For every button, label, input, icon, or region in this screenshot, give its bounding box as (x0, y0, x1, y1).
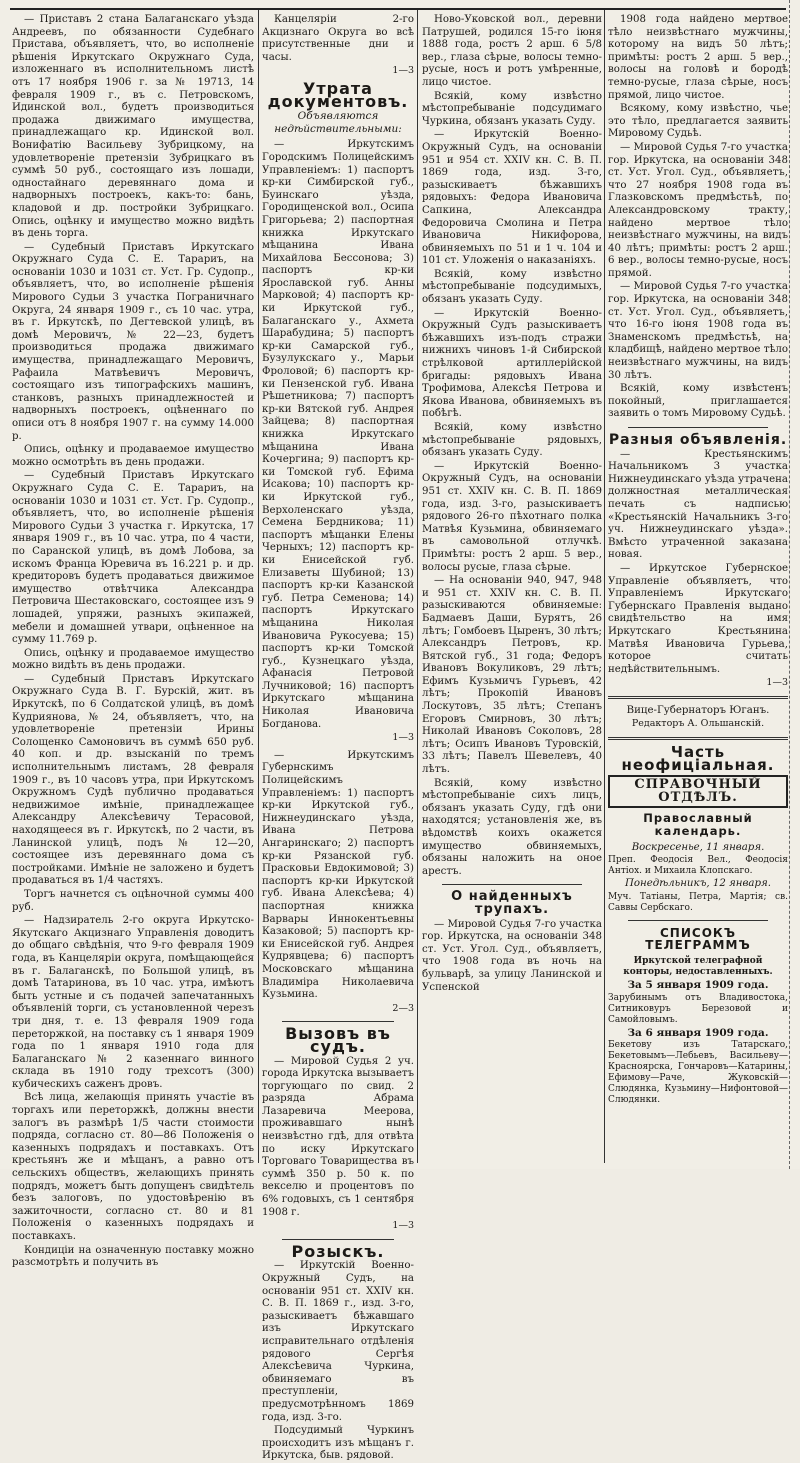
column-1-court-notices (12, 14, 254, 1269)
notice-paragraph: — Судебный Приставъ Иркутскаго Окружнаго Суда С. Е. Тарариъ, на основаніи 1030 и 1031 ст. Уст. Гр. Судопр., объявляетъ, что, во исполненіе рѣшенія Мирового Судьи 3 участка Пограничнаго Округа, 24 января 1909 г., съ 10 час. утра, въ г. Иркутскѣ, по Дегтевской улицѣ, въ домѣ Меровичъ, № 22—23, будетъ производиться продажа движимаго имущества, принадлежащаго Меровичъ, Рафаила Матвѣевичъ Меровичъ, состоящаго изъ типографскихъ машинъ, станковъ, разныхъ принадлежностей и надворныхъ построекъ, оцѣненнаго по описи отъ 8 ноября 1907 г. на сумму 14.000 р. (12, 241, 254, 442)
column-2-notices (262, 14, 414, 1462)
issue-number: 1—3 (392, 732, 414, 744)
section-title-found-bodies: О найденныхъ трупахъ. (451, 889, 573, 917)
issue-number: 1—3 (392, 1220, 414, 1232)
issue-number: 2—3 (392, 1002, 414, 1014)
notice-paragraph: Всякому, кому извѣстно, чье это тѣло, предлагается заявить Мировому Судьѣ. (608, 103, 788, 140)
calendar-saints: Преп. Феодосія Вел., Феодосія Антіох. и Михаила Клопскаго. (608, 855, 788, 877)
issue-number: 1—3 (766, 677, 788, 689)
calendar-day: Воскресенье, 11 января. (631, 841, 765, 853)
double-divider (608, 737, 788, 740)
section-subtitle: Объявляются недѣйствительными: (274, 110, 402, 135)
notice-paragraph: — Иркутскій Военно-Окружный Судъ разыскиваетъ бѣжавшихъ изъ-подъ стражи нижнихъ чиновъ 1-й Сибирской стрѣлковой артиллерійской бригады: рядовыхъ Ивана Трофимова, Алексѣя Петрова и Якова Иванова, обвиняемыхъ въ побѣгѣ. (422, 307, 602, 420)
issue-number: 1—3 (392, 65, 414, 77)
notice-paragraph: — Крестьянскимъ Начальникомъ 3 участка Нижнеудинскаго уѣзда утрачена должностная металлическая печать съ надписью «Крестьянскій Начальникъ 3-го уч. Нижнеудинскаго уѣзда». Вмѣсто утраченной заказана новая. (608, 448, 788, 561)
top-rule (10, 8, 786, 10)
notice-paragraph: — Надзиратель 2-го округа Иркутско-Якутскаго Акцизнаго Управленія доводитъ до общаго свѣдѣнія, что 9-го февраля 1909 года, въ Канцеляріи округа, помѣщающейся въ г. Балаганскѣ, по Большой улицѣ, въ домѣ Татаринова, въ 10 час. утра, имѣютъ быть устные и съ подачей запечатанныхъ объявленій торги, съ установленной черезъ три дня, т. е. 13 февраля 1909 года переторжкой, на поставку съ 1 января 1909 года по 1 января 1910 года для Балаганскаго № 2 казеннаго винного склада въ 1910 году трехсотъ (300) кубическихъ саженъ дровъ. (12, 915, 254, 1090)
calendar-day: Понедѣльникъ, 12 января. (624, 878, 772, 890)
divider (628, 427, 768, 428)
section-title-lost-documents: Утрата документовъ. (267, 78, 409, 111)
telegrams-subtitle: Иркутской телеграфной конторы, недоставленныхъ. (623, 956, 773, 977)
notice-paragraph: Торгъ начнется съ оцѣночной суммы 400 руб. (12, 888, 254, 913)
double-divider (608, 696, 788, 699)
notice-paragraph: Всякій, кому извѣстенъ покойный, приглашается заявить о томъ Мировому Судьѣ. (608, 383, 788, 420)
section-title-summons: Вызовъ въ судъ. (285, 1024, 391, 1056)
notice-paragraph: Ново-Уковской вол., деревни Патрушей, родился 15-го іюня 1888 года, ростъ 2 арш. 6 5/8 вер., глаза сѣрые, волосы темно-русые, носъ и ротъ умѣренные, лицо чистое. (422, 14, 602, 88)
notice-paragraph: — Мировой Судья 7-го участка гор. Иркутска, на основаніи 348 ст. Уст. Угол. Суд., объявляетъ, что 16-го іюня 1908 года въ Знаменскомъ предмѣстьѣ, на кладбищѣ, найдено мертвое тѣло неизвѣстнаго мужчины, на видъ 30 лѣтъ. (608, 281, 788, 381)
notice-paragraph: Всякій, кому извѣстно мѣстопребываніе подсудимаго Чуркина, обязанъ указать Суду. (422, 90, 602, 127)
notice-paragraph: Всѣ лица, желающія принять участіе въ торгахъ или переторжкѣ, должны внести залогъ въ размѣрѣ 1/5 части стоимости подряда, согласно ст. 80—86 Положенія о казенныхъ подрядахъ и поставкахъ. Отъ крестьянъ же и мѣщанъ, а равно отъ сельскихъ обществъ, желающихъ принять подрядъ, можетъ быть допущенъ свидѣтель безъ залоговъ, по удостовѣренію въ зажиточности, согласно ст. 80 и 81 Положенія о казенныхъ подрядахъ и поставкахъ. (12, 1092, 254, 1242)
notice-paragraph: Опись, оцѣнку и продаваемое имущество можно видѣть въ день продажи. (12, 647, 254, 672)
notice-paragraph: — Иркутскимъ Губернскимъ Полицейскимъ Управленіемъ: 1) паспортъ кр-ки Иркутской губ., Нижнеудинскаго уѣзда, Ивана Петрова Ангаринскаго; 2) паспортъ кр-ки Рязанской губ. Прасковьи Евдокимовой; 3) паспортъ кр-ки Иркутской губ. Ивана Алексѣева; 4) паспортная книжка Варвары Иннокентьевны Казаковой; 5) паспортъ кр-ки Енисейской губ. Андрея Кудрявцева; 6) паспортъ Московскаго мѣщанина Владиміра Николаевича Кузьмина. (262, 749, 414, 1001)
divider (282, 1021, 394, 1022)
notice-paragraph: 1908 года найдено мертвое тѣло неизвѣстнаго мужчины, которому на видъ 50 лѣтъ; примѣты: ростъ 2 арш. 5 вер., волосы на головѣ и бородѣ темно-русые, глаза сѣрые, носъ прямой, лицо чистое. (608, 14, 788, 101)
notice-paragraph: — Судебный Приставъ Иркутскаго Окружнаго Суда В. Г. Бурскій, жит. въ Иркутскѣ, по 6 Солдатской улицѣ, въ домѣ Кудриянова, № 24, объявляетъ, что, на удовлетвореніе претензіи Ирины Солощенко Самоновичъ въ суммѣ 650 руб. 40 коп. и др. взысканій по тремъ исполнительнымъ листамъ, 28 февраля 1909 г., въ 10 часовъ утра, при Иркутскомъ Окружномъ Судѣ публично продаваться недвижимое имѣніе, принадлежащее Александру Алексѣевичу Терасовой, находящееся въ г. Иркутскѣ, по 2 части, въ Ланинской улицѣ, подъ № 12—20, состоящее изъ деревяннаго дома съ постройками. Имѣніе не заложено и будетъ продаваться въ 1/4 частяхъ. (12, 673, 254, 887)
notice-paragraph: Всякій, кому извѣстно мѣстопребываніе сихъ лицъ, обязанъ указать Суду, гдѣ они находятся; установленія же, въ вѣдомствѣ коихъ окажется имущество обвиняемыхъ, обязаны наложить на оное арестъ. (422, 777, 602, 877)
telegrams-title: СПИСОКЪ ТЕЛЕГРАММЪ (645, 925, 751, 953)
notice-paragraph: Опись, оцѣнку и продаваемое имущество можно осмотрѣть въ день продажи. (12, 444, 254, 468)
telegrams-date: За 5 января 1909 года. (627, 979, 769, 991)
notice-paragraph: — Мировой Судья 7-го участка гор. Иркутска, на основаніи 348 ст. Уст. Угол. Суд., объявляетъ, что 1908 года въ ночь на бульварѣ, за улицу Ланинской и Успенской (422, 918, 602, 993)
divider (282, 1239, 394, 1240)
notice-paragraph: Всякій, кому извѣстно мѣстопребываніе подсудимыхъ, обязанъ указать Суду. (422, 268, 602, 306)
notice-paragraph: Канцеляріи 2-го Акцизнаго Округа во всѣ присутственные дни и часы. (262, 14, 414, 63)
notice-paragraph: — Приставъ 2 стана Балаганскаго уѣзда Андреевъ, по обязанности Судебнаго Пристава, объявляетъ, что, во исполненіе рѣшенія Иркутскаго Окружнаго Суда, изложеннаго въ исполнительномъ листѣ отъ 17 ноября 1906 г. за № 19713, 14 февраля 1909 г., въ с. Петровскомъ, Идинской вол., будетъ производиться продажа движимаго имущества, принадлежащаго кр. Идинской вол. Вонифатію Васильеву Зубрицкому, на удовлетвореніе претензіи Зубрицкаго въ суммѣ 50 руб., состоящаго изъ лошади, одностайнаго деревяннаго дома и надворныхъ построекъ, какъ-то: бань, кладовой и др. постройки Зубрицкаго. Опись, оцѣнку и имущество можно видѣть въ день торга. (12, 14, 254, 240)
section-title-unofficial-part: Часть неофиціальная. (621, 743, 775, 774)
divider (442, 884, 582, 885)
notice-paragraph: — Иркутскимъ Городскимъ Полицейскимъ Управленіемъ: 1) паспортъ кр-ки Симбирской губ., Буинскаго уѣзда, Городищенской вол., Осипа Григорьева; 2) паспортная книжка Иркутскаго мѣщанина Ивана Михайлова Бессонова; 3) паспортъ кр-ки Ярославской губ. Анны Марковой; 4) паспортъ кр-ки Иркутской губ., Балаганскаго у., Ахмета Шарабудина; 5) паспортъ кр-ки Самарской губ., Бузулукскаго у., Марьи Фроловой; 6) паспортъ кр-ки Пензенской губ. Ивана Рѣшетникова; 7) паспортъ кр-ки Вятской губ. Андрея Зайцева; 8) паспортная книжка Иркутскаго мѣщанина Ивана Кочергина; 9) паспортъ кр-ки Томской губ. Ефима Исакова; 10) паспортъ кр-ки Иркутской губ., Верхоленскаго уѣзда, Семена Бердникова; 11) паспортъ мѣщанки Елены Черныхъ; 12) паспортъ кр-ки Енисейской губ. Елизаветы Шубиной; 13) паспортъ кр-ки Казанской губ. Петра Семенова; 14) паспортъ Иркутскаго мѣщанина Николая Ивановича Рукосуева; 15) паспортъ кр-ки Томской губ., Кузнецкаго уѣзда, Афанасія Петровой Лучниковой; 16) паспортъ Иркутскаго мѣщанина Николая Ивановича Богданова. (262, 139, 414, 730)
notice-paragraph: — Мировой Судья 7-го участка гор. Иркутска, на основаніи 348 ст. Уст. Угол. Суд., объявляетъ, что 27 ноября 1908 года въ Глазковскомъ предмѣстьѣ, по Александровскому тракту, найдено мертвое тѣло неизвѣстнаго мужчины, на видъ 40 лѣтъ; примѣты: ростъ 2 арш. 6 вер., волосы темно-русые, носъ прямой. (608, 141, 788, 279)
notice-paragraph: — На основаніи 940, 947, 948 и 951 ст. XXIV кн. С. В. П. разыскиваются обвиняемые: Бадмаевъ Даши, Бурятъ, 26 лѣтъ; Гомбоевъ Цыренъ, 30 лѣтъ; Александръ Петровъ, кр. Вятской губ., 31 года; Федоръ Ивановъ Вокуликовъ, 29 лѣтъ; Ефимъ Кузьмичъ Гурьевъ, 42 лѣтъ; Прокопій Ивановъ Лоскутовъ, 35 лѣтъ; Степанъ Егоровъ Смирновъ, 30 лѣтъ; Николай Ивановъ Соколовъ, 28 лѣтъ; Осипъ Ивановъ Туровскій, 33 лѣтъ; Павелъ Шевелевъ, 40 лѣтъ. (422, 575, 602, 776)
notice-paragraph: Кондиціи на означенную поставку можно разсмотрѣть и получить въ (12, 1244, 254, 1269)
calendar-saints: Муч. Татіаны, Петра, Мартія; св. Саввы Сербскаго. (608, 891, 788, 913)
column-divider (417, 10, 418, 1163)
calendar-title: Православный календарь. (643, 811, 753, 839)
column-4-misc (608, 14, 788, 1164)
notice-paragraph: Подсудимый Чуркинъ происходитъ изъ мѣщанъ г. Иркутска, быв. рядовой. (262, 1425, 414, 1462)
reference-section-box: СПРАВОЧНЫЙ ОТДѢЛЪ. (608, 775, 788, 808)
notice-paragraph: — Судебный Приставъ Иркутскаго Окружнаго Суда С. Е. Тарариъ, на основаніи 1030 и 1031 ст. Уст. Гр. Судопр., объявляетъ, что, во исполненіе рѣшенія Мирового Судьи 3 участка г. Иркутска, 17 января 1909 г., въ 10 час. утра, по 4 части, по Саранской улицѣ, въ домѣ Лобова, за искомъ Франца Юревича въ 16.221 р. и др. кредиторовъ будетъ продаваться движимое имущество отвѣтчика Александра Петровича Шестаковскаго, состоящее изъ 9 лошадей, упряжи, разныхъ экипажей, мебели и домашней утвари, оцѣненное на сумму 11.769 р. (12, 470, 254, 646)
notice-paragraph: — Мировой Судья 2 уч. города Иркутска вызываетъ торгующаго по свид. 2 разряда Абрама Лазаревича Меерова, проживавшаго нынѣ неизвѣстно гдѣ, для отвѣта по иску Иркутскаго Торговаго Товарищества въ суммѣ 350 р. 50 к. по векселю и процентовъ по 6% годовыхъ, съ 1 сентября 1908 г. (262, 1055, 414, 1218)
page-edge-fold (789, 0, 790, 1169)
notice-paragraph: — Иркутскій Военно-Окружный Судъ, на основаніи 951 ст. XXIV кн. С. В. П. 1869 года, изд. 3-го, разыскиваетъ рядового 26-го пѣхотнаго полка Матвѣя Кузьмина, обвиняемаго въ самовольной отлучкѣ. Примѣты: ростъ 2 арш. 5 вер., волосы русые, глаза сѣрые. (422, 460, 602, 573)
vice-governor-signature: Вице-Губернаторъ Юганъ. (626, 704, 770, 716)
telegrams-list: Бекетову изъ Татарскаго, Бекетовымъ—Лебьевъ, Васильеву—Красноярска, Гончаровъ—Катарины, Ефимову—Раче, Жуковскій—Слюдянка, Кузьмину—Нифонтовой—Слюдянки. (608, 1040, 788, 1106)
editor-signature: Редакторъ А. Ольшанскій. (631, 718, 765, 730)
column-3-search-notices (422, 14, 602, 1164)
section-title-misc-ads: Разныя объявленія. (608, 432, 788, 448)
notice-paragraph: — Иркутскій Военно-Окружный Судъ, на основаніи 951 ст. XXIV кн. С. В. П. 1869 г., изд. 3-го, разыскиваетъ бѣжавшаго изъ Иркутскаго исправительнаго отдѣленія рядового Сергѣя Алексѣевича Чуркина, обвиняемаго въ преступленіи, предусмотрѣнномъ 1869 года, изд. 3-го. (262, 1260, 414, 1423)
column-divider (258, 10, 259, 1163)
divider (628, 920, 768, 921)
notice-paragraph: — Иркутскій Военно-Окружный Судъ, на основаніи 951 и 954 ст. XXIV кн. С. В. П. 1869 года, изд. 3-го, разыскиваетъ бѣжавшихъ рядовыхъ: Федора Ивановича Сапкина, Александра Федоровича Смолина и Петра Ивановича Никифорова, обвиняемыхъ по 51 и 1 ч. 104 и 101 ст. Уложенія о наказаніяхъ. (422, 129, 602, 267)
notice-paragraph: — Иркутское Губернское Управленіе объявляетъ, что Управленіемъ Иркутскаго Губернскаго Правленія выдано свидѣтельство на имя Иркутскаго Крестьянина Матвѣя Ивановича Гурьева, которое считать недѣйствительнымъ. (608, 562, 788, 675)
telegrams-list: Зарубинымъ отъ Владивостока, Ситниковуръ Березовой и Самойловымъ. (608, 992, 788, 1025)
section-title-search: Розыскъ. (291, 1241, 385, 1261)
telegrams-date: За 6 января 1909 года. (627, 1026, 769, 1039)
column-divider (604, 10, 605, 1163)
notice-paragraph: Всякій, кому извѣстно мѣстопребываніе рядовыхъ, обязанъ указать Суду. (422, 422, 602, 459)
